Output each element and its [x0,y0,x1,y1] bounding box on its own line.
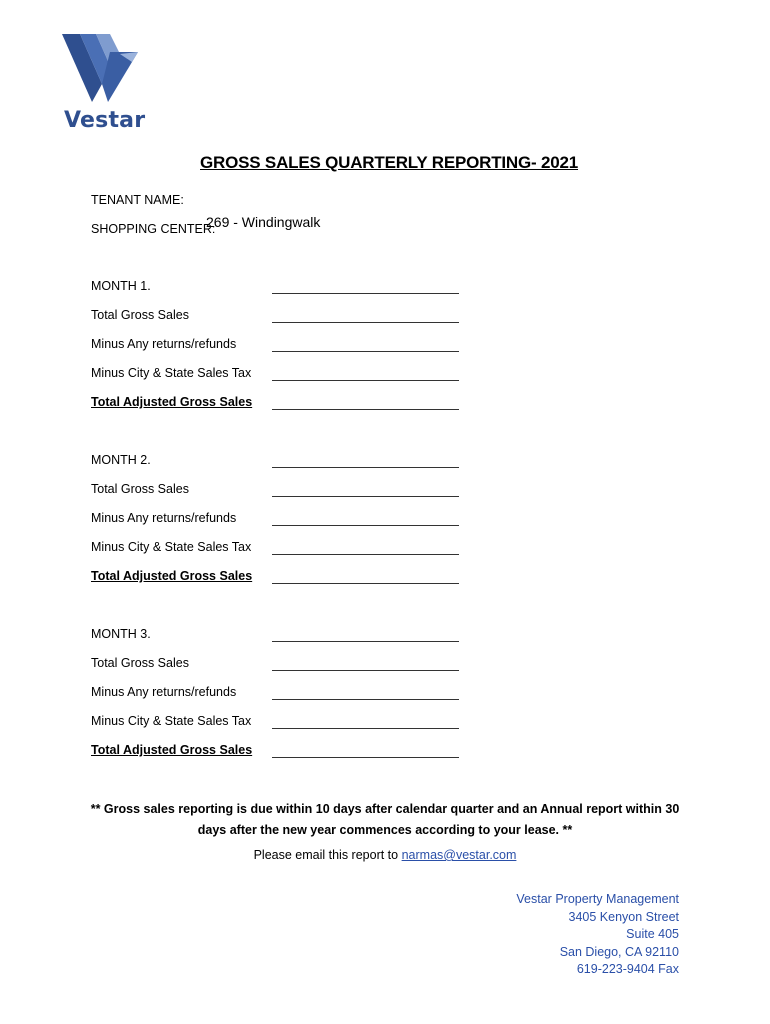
blank-field[interactable] [272,699,459,700]
address-line: San Diego, CA 92110 [559,944,679,959]
blank-field[interactable] [272,409,459,410]
page-title: GROSS SALES QUARTERLY REPORTING- 2021 [200,153,579,172]
blank-field[interactable] [272,351,459,352]
tenant-name-label: TENANT NAME: [91,193,184,207]
blank-field[interactable] [272,554,459,555]
address-line: 3405 Kenyon Street [568,909,679,924]
blank-field[interactable] [272,728,459,729]
address-line: Vestar Property Management [516,892,679,906]
address-line: 619-223-9404 Fax [576,962,679,976]
blank-field[interactable] [272,380,459,381]
blank-field[interactable] [272,583,459,584]
total-adjusted-label: Total Adjusted Gross Sales [91,395,253,409]
row-label: Minus Any returns/refunds [91,511,237,525]
email-prefix: Please email this report to [253,848,402,862]
total-adjusted-label: Total Adjusted Gross Sales [91,743,253,757]
blank-field[interactable] [272,641,459,642]
row-label: Total Gross Sales [91,656,189,670]
company-address [516,891,679,979]
email-instruction [60,848,710,862]
total-adjusted-label: Total Adjusted Gross Sales [91,569,253,583]
row-label: Minus City & State Sales Tax [91,714,252,728]
month-header: MONTH 2. [91,453,151,467]
row-label: Minus Any returns/refunds [91,685,237,699]
blank-field[interactable] [272,757,459,758]
month-header: MONTH 1. [91,279,151,293]
blank-field[interactable] [272,293,459,294]
blank-field[interactable] [272,322,459,323]
row-label: Total Gross Sales [91,308,189,322]
row-label: Minus Any returns/refunds [91,337,237,351]
vestar-logo [58,32,148,134]
vestar-logo-icon [62,32,140,104]
logo-text: Vestar [64,108,146,133]
row-label: Minus City & State Sales Tax [91,366,252,380]
month-header: MONTH 3. [91,627,151,641]
due-note-line-1: ** Gross sales reporting is due within 10 days after calendar quarter and an Annual report within 30 [90,802,680,816]
row-label: Minus City & State Sales Tax [91,540,252,554]
row-label: Total Gross Sales [91,482,189,496]
address-line: Suite 405 [626,927,679,941]
blank-field[interactable] [272,670,459,671]
shopping-center-label: SHOPPING CENTER: [91,222,216,236]
email-link[interactable]: narmas@vestar.com [401,848,517,862]
shopping-center-value[interactable]: 269 - Windingwalk [206,214,321,230]
blank-field[interactable] [272,467,459,468]
blank-field[interactable] [272,496,459,497]
due-note-line-2: days after the new year commences according to your lease. ** [197,823,573,837]
blank-field[interactable] [272,525,459,526]
